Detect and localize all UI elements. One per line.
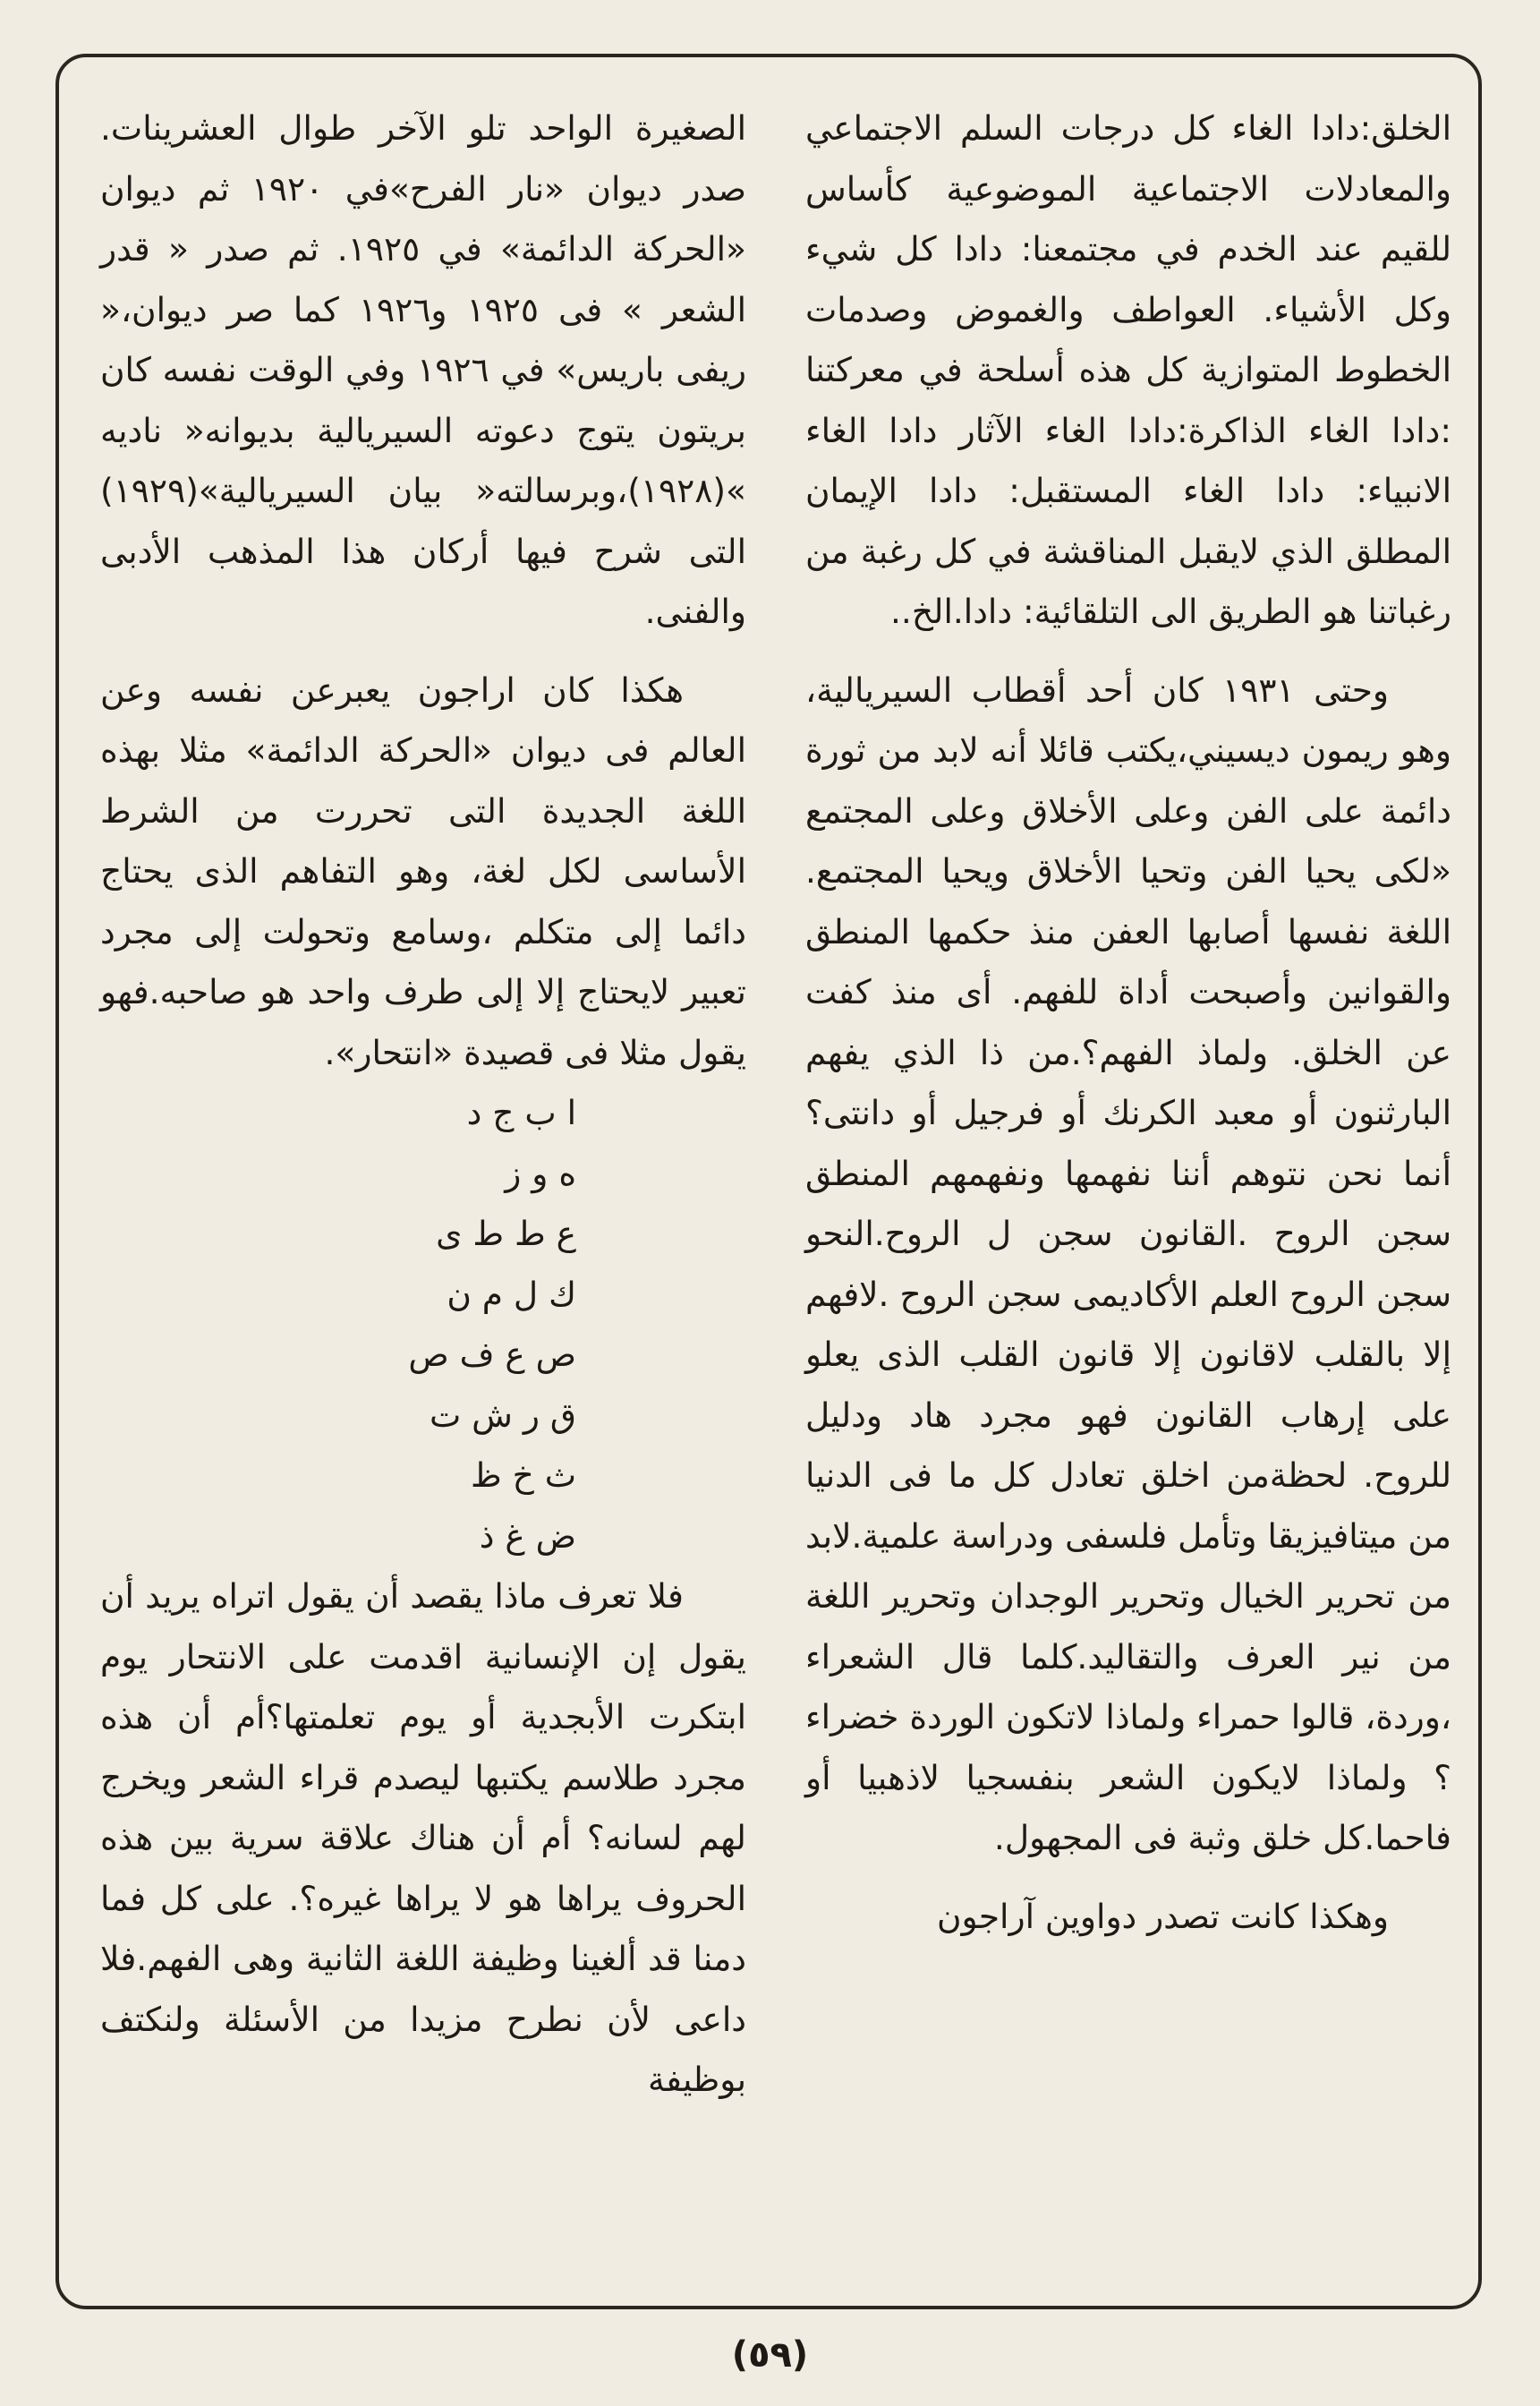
right-column (805, 98, 1451, 1947)
page-number: (٥٩) (731, 2334, 809, 2376)
letter-line: ه و ز (505, 1153, 576, 1193)
paragraph: هكذا كان اراجون يعبرعن نفسه وعن العالم فى ديوان «الحركة الدائمة» مثلا بهذه اللغة الجديدة التى تحررت من الشرط الأساسى لكل لغة، وهو التفاهم الذى يحتاج دائما إلى متكلم ،وسامع وتحولت إلى مجرد تعبير لايحتاج إلا إلى طرف واحد هو صاحبه.فهو يقول مثلا فى قصيدة «انتحار». (100, 670, 746, 1072)
letter-line: ق ر ش ت (429, 1395, 576, 1435)
letter-line: ع ط ط ى (436, 1214, 576, 1253)
letter-line: ك ل م ن (447, 1274, 576, 1314)
letter-line: ص ع ف ص (408, 1335, 576, 1374)
paragraph: وهكذا كانت تصدر دواوين آراجون (936, 1896, 1389, 1936)
paragraph: الصغيرة الواحد تلو الآخر طوال العشرينات. صدر ديوان «نار الفرح»في ١٩٢٠ ثم ديوان «الحركة الدائمة» في ١٩٢٥. ثم صدر « قدر الشعر » فى ١٩٢٥ و١٩٢٦ كما صر ديوان،« ريفى باريس» في ١٩٢٦ وفي الوقت نفسه كان بريتون يتوج دعوته السيريالية بديوانه« ناديه »(١٩٢٨)،وبرسالته« بيان السيريالية»(١٩٢٩) التى شرح فيها أركان هذا المذهب الأدبى والفنى. (100, 108, 747, 631)
paragraph: وحتى ١٩٣١ كان أحد أقطاب السيريالية، وهو ريمون ديسيني،يكتب قائلا أنه لابد من ثورة دائمة على الفن وعلى الأخلاق وعلى المجتمع «لكى يحيا الفن وتحيا الأخلاق ويحيا المجتمع. اللغة نفسها أصابها العفن منذ حكمها المنطق والقوانين وأصبحت أداة للفهم. أى منذ كفت عن الخلق. ولماذ الفهم؟.من ذا الذي يفهم البارثنون أو معبد الكرنك أو فرجيل أو دانتى؟ أنما نحن نتوهم أننا نفهمها ونفهمهم المنطق سجن الروح .القانون سجن ل الروح.النحو سجن الروح العلم الأكاديمى سجن الروح .لافهم إلا بالقلب لاقانون إلا قانون القلب الذى يعلو على إرهاب القانون فهو مجرد هاد ودليل للروح. لحظةمن اخلق تعادل كل ما فى الدنيا من ميتافيزيقا وتأمل فلسفى ودراسة علمية.لابد من تحرير الخيال وتحرير الوجدان وتحرير اللغة من نير العرف والتقاليد.كلما قال الشعراء ،وردة، قالوا حمراء ولماذا لاتكون الوردة خضراء ؟ ولماذا لايكون الشعر بنفسجيا لاذهبيا أو فاحما.كل خلق وثبة فى المجهول. (805, 670, 1451, 1857)
letter-line: ث خ ظ (470, 1455, 576, 1495)
left-column (100, 98, 746, 2111)
paragraph: الخلق:دادا الغاء كل درجات السلم الاجتماعي والمعادلات الاجتماعية الموضوعية كأساس للقيم عند الخدم في مجتمعنا: دادا كل شيء وكل الأشياء. العواطف والغموض وصدمات الخطوط المتوازية كل هذه أسلحة في معركتنا :دادا الغاء الذاكرة:دادا الغاء الآثار دادا الغاء الانبياء: دادا الغاء المستقبل: دادا الإيمان المطلق الذي لايقبل المناقشة في كل رغبة من رغباتنا هو الطريق الى التلقائية: دادا.الخ.. (805, 108, 1451, 631)
paragraph: فلا تعرف ماذا يقصد أن يقول اتراه يريد أن يقول إن الإنسانية اقدمت على الانتحار يوم ابتكرت الأبجدية أو يوم تعلمتها؟أم أن هذه مجرد طلاسم يكتبها ليصدم قراء الشعر ويخرج لهم لسانه؟ أم أن هناك علاقة سرية بين هذه الحروف يراها هو لا يراها غيره؟. على كل فما دمنا قد ألغينا وظيفة اللغة الثانية وهى الفهم.فلا داعى لأن نطرح مزيدا من الأسئلة ولنكتف بوظيفة (100, 1576, 746, 2099)
letter-list (397, 1083, 746, 1566)
letter-line: ض غ ذ (479, 1515, 576, 1556)
letter-line: ا ب ج د (466, 1093, 576, 1132)
